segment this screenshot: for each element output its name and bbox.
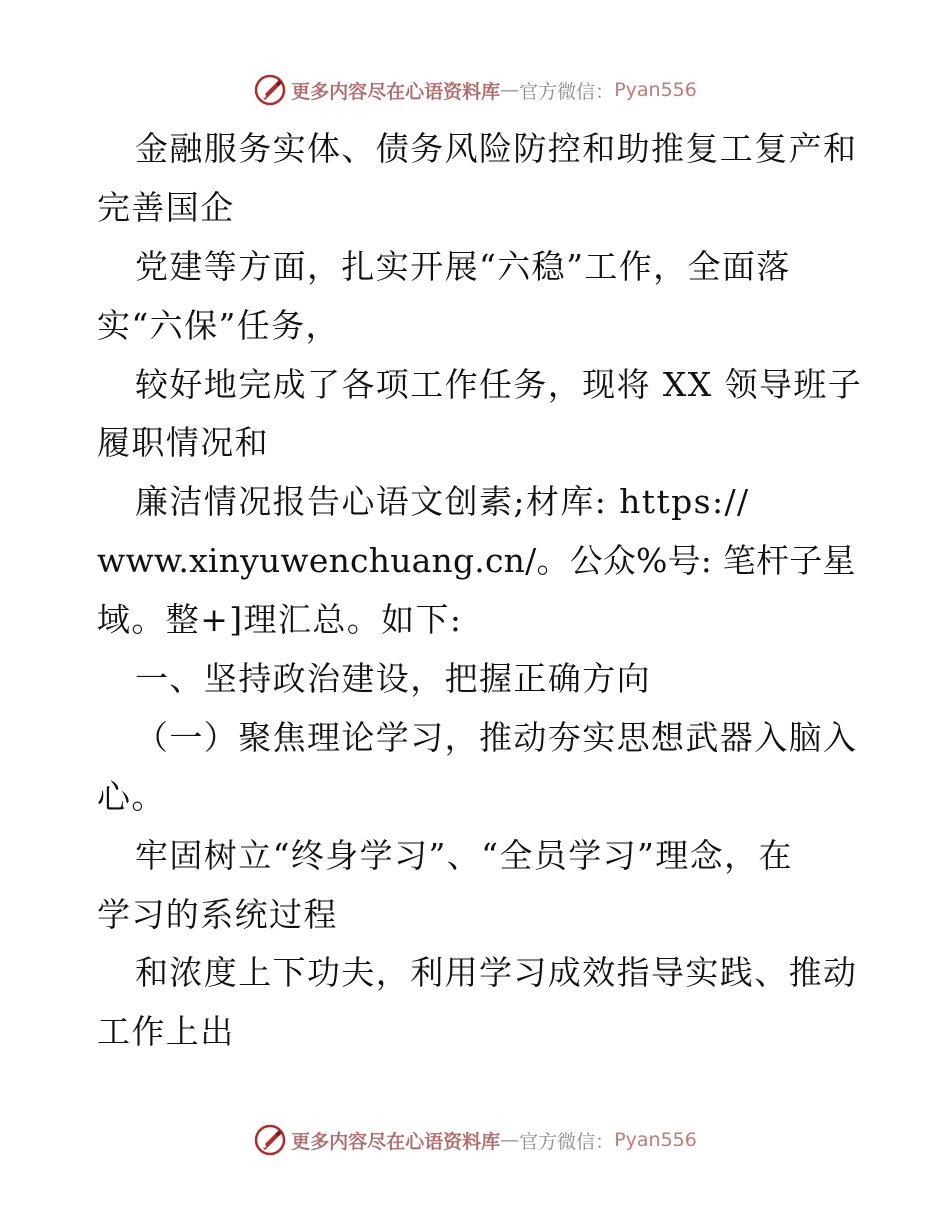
footer-watermark-banner <box>0 1120 950 1160</box>
text-line: 工作上出 <box>97 1012 235 1052</box>
text-line: 较好地完成了各项工作任务，现将 XX 领导班子 <box>135 364 863 404</box>
banner-wechat-label: 官方微信： <box>519 80 615 103</box>
banner-dash: — <box>500 79 520 101</box>
pen-seal-logo-icon <box>253 1123 287 1157</box>
text-line: www.xinyuwenchuang.cn/。公众%号: 笔杆子星 <box>97 541 856 581</box>
section-heading: 一、坚持政治建设，把握正确方向 <box>135 659 651 699</box>
pen-seal-logo-icon <box>253 73 287 107</box>
text-line: 实“六保”任务， <box>97 305 340 345</box>
text-line: 履职情况和 <box>97 423 269 463</box>
banner-text: 更多内容尽在心语资料库 <box>291 1130 501 1153</box>
text-line: 金融服务实体、债务风险防控和助推复工复产和 <box>135 129 858 168</box>
banner-text: 更多内容尽在心语资料库 <box>291 80 501 103</box>
text-line: 心。 <box>97 776 166 816</box>
banner-dash: — <box>500 1129 520 1151</box>
text-line: 学习的系统过程 <box>97 894 338 934</box>
text-line: 完善国企 <box>97 187 235 227</box>
text-line: 域。整+]理汇总。如下: <box>97 600 463 640</box>
header-watermark-banner <box>0 70 950 110</box>
subsection-heading: （一）聚焦理论学习，推动夯实思想武器入脑入 <box>135 717 858 757</box>
text-line: 党建等方面，扎实开展“六稳”工作，全面落 <box>135 246 791 286</box>
document-body <box>97 120 863 1062</box>
banner-wechat-label: 官方微信： <box>519 1130 615 1153</box>
banner-wechat-id: Pyan556 <box>614 79 697 101</box>
text-line: 和浓度上下功夫，利用学习成效指导实践、推动 <box>135 953 858 993</box>
text-line: 牢固树立“终身学习”、“全员学习”理念，在 <box>135 835 793 875</box>
text-line: 廉洁情况报告心语文创素;材库: https:// <box>135 482 750 522</box>
banner-wechat-id: Pyan556 <box>614 1129 697 1151</box>
